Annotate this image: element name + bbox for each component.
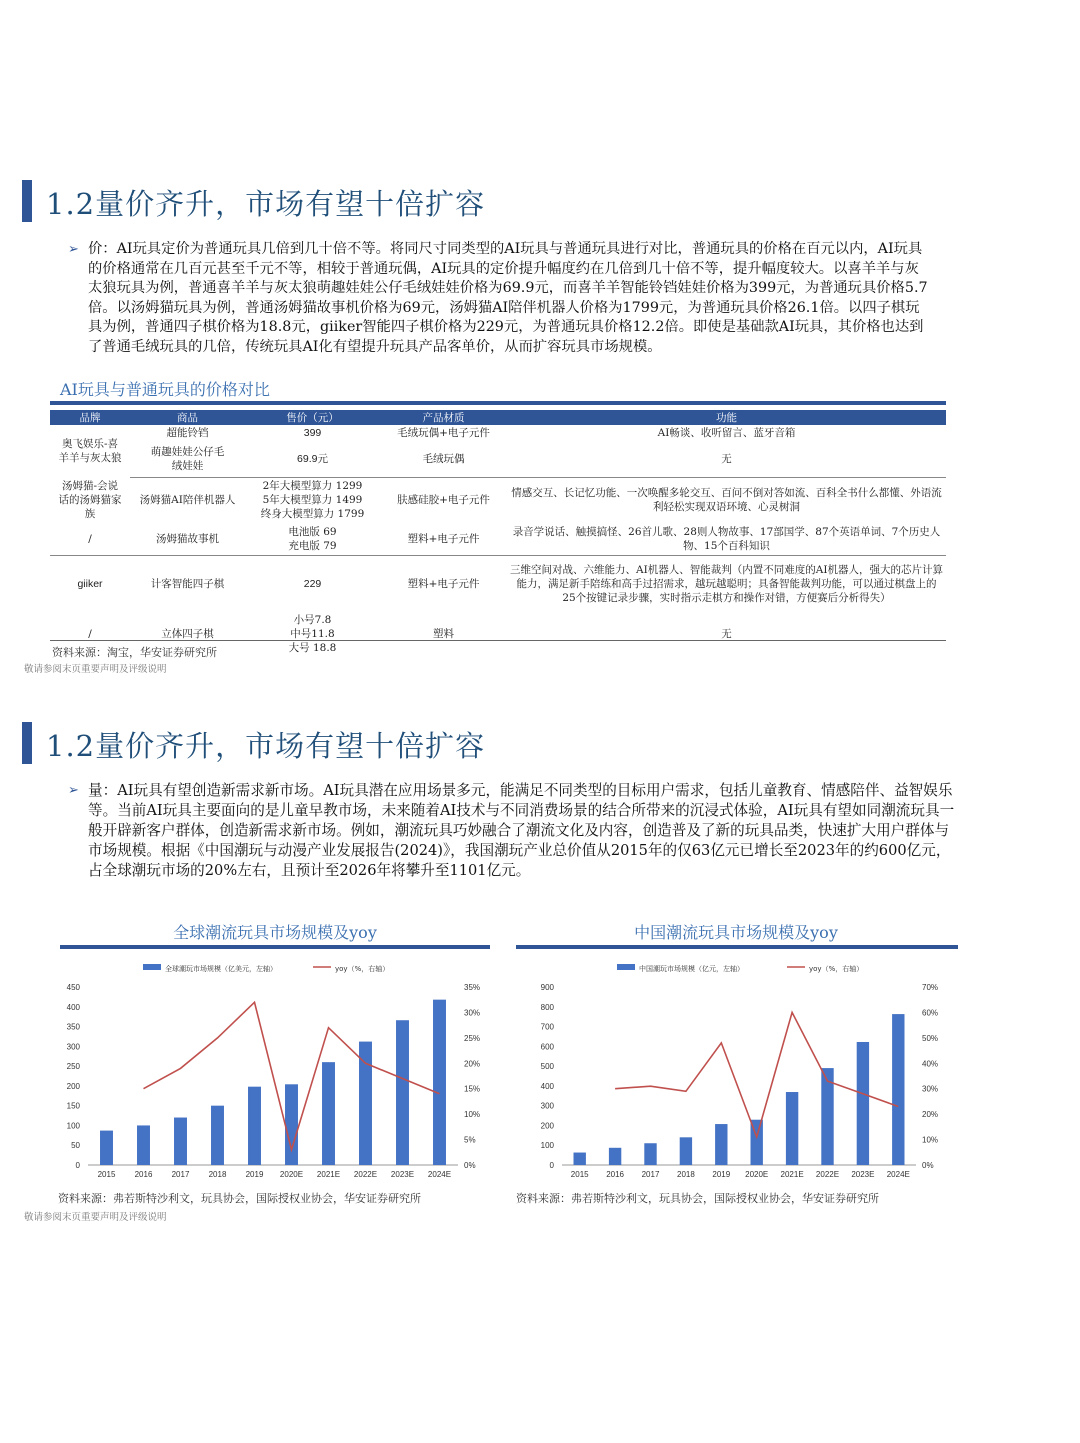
cell-material: 塑料+电子元件 (380, 523, 507, 555)
x-tick-label: 2016 (134, 1170, 153, 1179)
y2-tick-label: 10% (922, 1135, 939, 1145)
legend-line-label: yoy（%，右轴） (809, 965, 864, 973)
cell-function: 三维空间对战、六维能力、AI机器人、智能裁判（内置不同难度的AI机器人，强大的芯片计算能力，满足新手陪练和高手过招需求，越玩越聪明；具备智能裁判功能，可以通过棋盘上的25个按键记录步骤，实时指示走棋方和操作对错，方便赛后分析得失） (510, 564, 943, 605)
arrow-right-icon: ➢ (68, 783, 79, 798)
header-brand: 品牌 (50, 410, 130, 425)
y-tick-label: 600 (540, 1042, 554, 1052)
bar (248, 1087, 261, 1165)
cell-brand: / (50, 523, 130, 555)
header-product: 商品 (130, 410, 245, 425)
cell-product: 计客智能四子棋 (150, 578, 225, 591)
table-row (50, 555, 946, 613)
cell-product: 超能铃铛 (166, 427, 209, 439)
header-function: 功能 (507, 410, 946, 425)
bar (322, 1062, 335, 1165)
y2-tick-label: 15% (464, 1084, 481, 1094)
cell-function: 情感交互、长记忆功能、一次唤醒多轮交互、百问不倒对答如流、百科全书什么都懂、外语流利轻松实现双语环境、心灵树洞 (511, 487, 942, 514)
bar (433, 1000, 446, 1165)
bar (786, 1092, 798, 1165)
cell-material: 毛绒玩偶 (380, 441, 507, 477)
y2-tick-label: 70% (922, 983, 939, 992)
cell-material: 塑料+电子元件 (407, 578, 480, 591)
legend-line-label: yoy（%，右轴） (335, 965, 390, 973)
x-tick-label: 2020E (279, 1170, 304, 1179)
chart-rule-global (60, 945, 490, 949)
cell-price: 小号7.8 中号11.8 大号 18.8 (288, 614, 337, 654)
table-bottom-rule (50, 640, 946, 641)
price-paragraph (68, 240, 933, 358)
x-tick-label: 2023E (851, 1170, 875, 1179)
page-title: 1.2量价齐升，市场有望十倍扩容 (46, 187, 486, 221)
bar (100, 1131, 113, 1165)
x-tick-label: 2017 (171, 1170, 190, 1179)
title-accent-bar (22, 180, 32, 222)
cell-price: 399 (303, 427, 322, 439)
cell-price: 电池版 69 充电版 79 (245, 523, 380, 555)
cell-brand: giiker (77, 578, 103, 591)
y-tick-label: 300 (66, 1042, 80, 1052)
y-tick-label: 200 (66, 1081, 80, 1091)
x-tick-label: 2021E (780, 1170, 804, 1179)
table-row (50, 441, 946, 477)
y-tick-label: 200 (540, 1121, 554, 1131)
global-trendy-toy-chart (50, 952, 490, 1184)
page-title: 1.2量价齐升，市场有望十倍扩容 (46, 729, 486, 763)
disclaimer: 敬请参阅末页重要声明及评级说明 (24, 664, 167, 675)
y-tick-label: 400 (66, 1002, 80, 1012)
x-tick-label: 2021E (316, 1170, 341, 1179)
y2-tick-label: 30% (922, 1084, 939, 1094)
x-tick-label: 2019 (712, 1170, 731, 1179)
cell-price: 2年大模型算力 1299 5年大模型算力 1499 终身大模型算力 1799 (260, 480, 365, 521)
y-tick-label: 300 (540, 1101, 554, 1111)
y-tick-label: 250 (66, 1062, 80, 1072)
cell-material: 毛绒玩偶+电子元件 (397, 427, 490, 439)
bar (174, 1118, 187, 1165)
cell-material: 肤感硅胶+电子元件 (397, 494, 490, 507)
y2-tick-label: 35% (464, 983, 481, 992)
cell-product: 汤姆猫AI陪伴机器人 (139, 494, 236, 507)
table-row (50, 477, 946, 523)
legend-bar-label: 中国潮玩市场规模（亿元，左轴） (639, 965, 744, 973)
y-tick-label: 0 (75, 1161, 80, 1170)
x-tick-label: 2022E (815, 1170, 840, 1179)
y-tick-label: 900 (540, 983, 554, 992)
y2-tick-label: 10% (464, 1110, 481, 1120)
y2-tick-label: 20% (922, 1110, 939, 1120)
y-tick-label: 500 (540, 1062, 554, 1072)
y-tick-label: 0 (549, 1161, 554, 1170)
volume-paragraph (68, 781, 958, 881)
chart-title-china: 中国潮流玩具市场规模及yoy (634, 923, 838, 942)
x-tick-label: 2022E (353, 1170, 378, 1179)
y-tick-label: 150 (66, 1101, 80, 1111)
y-tick-label: 700 (540, 1022, 554, 1032)
y-tick-label: 800 (540, 1002, 554, 1012)
y2-tick-label: 0% (464, 1161, 476, 1170)
x-tick-label: 2015 (570, 1170, 589, 1179)
volume-paragraph-text: 量：AI玩具有望创造新需求新市场。AI玩具潜在应用场景多元，能满足不同类型的目标用户需求，包括儿童教育、情感陪伴、益智娱乐等。当前AI玩具主要面向的是儿童早教市场，未来随着AI技术与不同消费场景的结合所带来的沉浸式体验，AI玩具有望如同潮流玩具一般开辟新客户群体，创造新需求新市场。例如，潮流玩具巧妙融合了潮流文化及内容，创造普及了新的玩具品类，快速扩大用户群体与市场规模。根据《中国潮玩与动漫产业发展报告(2024)》，我国潮玩产业总价值从2015年的仅63亿元已增长至2023年的约600亿元，占全球潮玩市场的20%左右，且预计至2026年将攀升至1101亿元。 (88, 782, 955, 879)
header-price: 售价（元） (245, 410, 380, 425)
bar (359, 1042, 372, 1165)
cell-brand: 汤姆猫-会说 话的汤姆猫家 族 (58, 480, 122, 520)
y-tick-label: 350 (66, 1022, 80, 1032)
bar (211, 1106, 224, 1165)
table-source: 资料来源：淘宝，华安证券研究所 (52, 646, 217, 659)
y-tick-label: 450 (66, 983, 80, 992)
disclaimer: 敬请参阅末页重要声明及评级说明 (24, 1212, 167, 1223)
y-tick-label: 100 (540, 1141, 554, 1151)
bar (857, 1042, 869, 1165)
x-tick-label: 2015 (97, 1170, 116, 1179)
chart-source-china: 资料来源：弗若斯特沙利文，玩具协会，国际授权业协会，华安证券研究所 (516, 1192, 879, 1205)
cell-function: 录音学说话、触摸搞怪、26首儿歌、28则人物故事、17部国学、87个英语单词、7个历史人物、15个百科知识 (507, 523, 946, 555)
y2-tick-label: 60% (922, 1008, 939, 1018)
cell-product: 萌趣娃娃公仔毛 绒娃娃 (130, 441, 245, 477)
price-comparison-table (50, 410, 946, 655)
y-tick-label: 50 (71, 1141, 80, 1151)
cell-function: 无 (721, 628, 732, 640)
y2-tick-label: 40% (922, 1059, 939, 1069)
table-header-row (50, 410, 946, 425)
y2-tick-label: 0% (922, 1161, 934, 1170)
bar (680, 1137, 692, 1165)
x-tick-label: 2020E (745, 1170, 769, 1179)
china-trendy-toy-chart (516, 952, 966, 1184)
legend-bar-swatch (617, 964, 635, 970)
chart-rule-china (516, 945, 958, 949)
chart-title-global: 全球潮流玩具市场规模及yoy (173, 923, 377, 942)
price-paragraph-text: 价：AI玩具定价为普通玩具几倍到几十倍不等。将同尺寸同类型的AI玩具与普通玩具进行对比，普通玩具的价格在百元以内，AI玩具的价格通常在几百元甚至千元不等，相较于普通玩偶，AI玩具的定价提升幅度约在几倍到几十倍不等，提升幅度较大。以喜羊羊与灰太狼玩具为例，普通喜羊羊与灰太狼萌趣娃娃公仔毛绒娃娃价格为69.9元，而喜羊羊智能铃铛娃娃价格为399元，为普通玩具价格5.7倍。以汤姆猫玩具为例，普通汤姆猫故事机价格为69元，汤姆猫AI陪伴机器人价格为1799元，为普通玩具价格26.1倍。以四子棋玩具为例，普通四子棋价格为18.8元，giiker智能四子棋价格为229元，为普通玩具价格12.2倍。即使是基础款AI玩具，其价格也达到了普通毛绒玩具的几倍，传统玩具AI化有望提升玩具产品客单价，从而扩容玩具市场规模。 (88, 241, 928, 355)
bar (396, 1020, 409, 1165)
cell-brand: / (88, 628, 92, 640)
bar (574, 1153, 586, 1165)
y2-tick-label: 20% (464, 1059, 481, 1069)
x-tick-label: 2019 (245, 1170, 264, 1179)
yoy-line (615, 1012, 898, 1137)
bar (715, 1124, 727, 1165)
y2-tick-label: 25% (464, 1033, 481, 1043)
x-tick-label: 2016 (606, 1170, 624, 1179)
bar (137, 1125, 150, 1165)
y2-tick-label: 5% (464, 1135, 476, 1145)
bar (609, 1148, 621, 1165)
table-top-rule (50, 401, 946, 405)
y2-tick-label: 30% (464, 1008, 481, 1018)
table-row (50, 523, 946, 555)
cell-function: 无 (507, 441, 946, 477)
y-tick-label: 400 (540, 1081, 554, 1091)
arrow-right-icon: ➢ (68, 242, 79, 257)
cell-product: 汤姆猫故事机 (130, 523, 245, 555)
x-tick-label: 2024E (886, 1170, 910, 1179)
x-tick-label: 2023E (390, 1170, 415, 1179)
cell-price: 69.9元 (245, 441, 380, 477)
cell-function: AI畅谈、收听留言、蓝牙音箱 (657, 427, 796, 439)
x-tick-label: 2018 (208, 1170, 227, 1179)
x-tick-label: 2024E (427, 1170, 452, 1179)
table-row (50, 425, 946, 441)
bar (644, 1143, 656, 1165)
header-material: 产品材质 (380, 410, 507, 425)
bar (892, 1014, 904, 1165)
table-title: AI玩具与普通玩具的价格对比 (60, 380, 270, 399)
x-tick-label: 2017 (641, 1170, 660, 1179)
y2-tick-label: 50% (922, 1033, 939, 1043)
title-accent-bar (22, 722, 32, 764)
bar (285, 1084, 298, 1165)
legend-bar-label: 全球潮玩市场规模（亿美元，左轴） (165, 965, 277, 973)
y-tick-label: 100 (66, 1121, 80, 1131)
cell-price: 229 (303, 578, 322, 591)
x-tick-label: 2018 (677, 1170, 695, 1179)
chart-source-global: 资料来源：弗若斯特沙利文，玩具协会，国际授权业协会，华安证券研究所 (58, 1192, 421, 1205)
legend-bar-swatch (143, 964, 161, 970)
cell-product: 立体四子棋 (161, 628, 214, 640)
cell-brand: 奥飞娱乐-喜 羊羊与灰太狼 (58, 438, 122, 464)
cell-material: 塑料 (433, 628, 454, 640)
